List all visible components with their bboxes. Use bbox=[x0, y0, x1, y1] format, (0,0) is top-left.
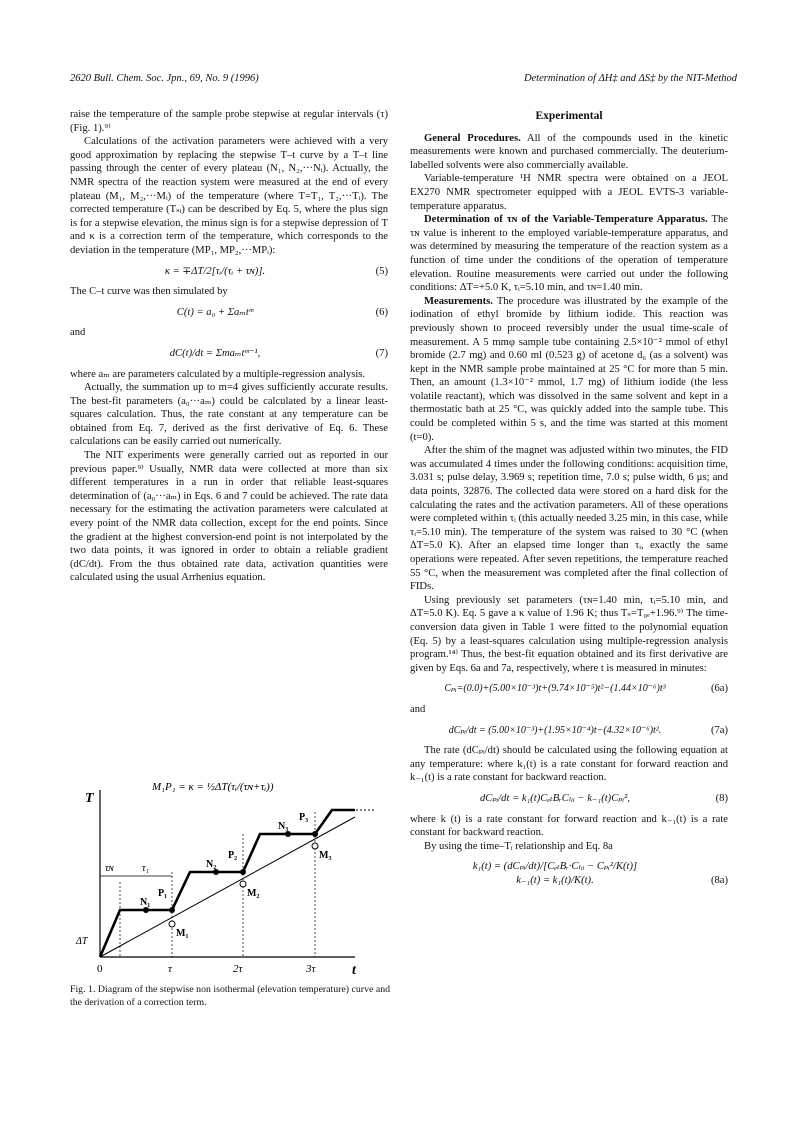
label-N2: N₂ bbox=[206, 859, 217, 870]
label-N3: N₃ bbox=[278, 821, 289, 832]
point-P3 bbox=[312, 831, 318, 837]
point-P2 bbox=[240, 869, 246, 875]
paragraph: where aₘ are parameters calculated by a multiple-regression analysis. bbox=[70, 368, 366, 380]
right-column bbox=[410, 108, 728, 894]
equation-8: dCₚᵢ/dt = k₁(t)CₑₜBᵣCₗᵢᵢ − k₋₁(t)Cₚᵢ², (8) bbox=[479, 792, 728, 804]
paragraph: By using the time–Tᵢ relationship and Eq. 8a bbox=[424, 840, 613, 852]
paragraph: General Procedures. All of the compounds used in the kinetic measurements were known and purchased commercially. The deuterium-labelled solvents were also commercially available. bbox=[410, 132, 728, 171]
paragraph: Actually, the summation up to m=4 gives sufficiently accurate results. The best-fit parameters (a₀···aₘ) could be calculated by a linear least-squares calculation. Thus, the rate constant at any temperature can be obtained from Eq. 7, derived as the first derivative of Eq. 6. These calculations can be easily carried out numerically. bbox=[70, 382, 388, 448]
tick-0: 0 bbox=[97, 963, 103, 975]
equation-7a: dCₚᵢ/dt = (5.00×10⁻³)+(1.95×10⁻⁴)t−(4.32×10⁻⁶)t². (7a) bbox=[448, 724, 728, 736]
paragraph: Variable-temperature ¹H NMR spectra were obtained on a JEOL EX270 NMR spectrometer equipped with a JEOL EVTS-3 variable-temperature apparatus. bbox=[410, 173, 728, 212]
paragraph: raise the temperature of the sample probe stepwise at regular intervals (τ) (Fig. 1).⁹⁾ bbox=[70, 109, 388, 134]
paragraph: After the shim of the magnet was adjusted within two minutes, the FID was accumulated 4 times under the following conditions: acquisition time, 3.031 s; pulse delay, 3.969 s; repetition time, 7.0 s; pulse width, 6 μs; and data points, 32876. The collected data were stored on a hard disk for the calculating the rates and the activation parameters. All of these operations were completed within τᵢ (this actually needed 3.25 min, in this case, while τᵢ=5.10 min). The temperature of the system was raised to 30 °C (when ΔT=5.0 K). After an elapsed time longer than τᵢ, exactly the same operations were repeated. After seven repetitions, the temperature reached 55 °C, when the measurement was completed after the final collection of FIDs. bbox=[410, 445, 728, 593]
label-M3: M₃ bbox=[319, 850, 332, 861]
figure-1 bbox=[70, 762, 390, 982]
tick-2tau: 2τ bbox=[233, 963, 243, 975]
tick-tau: τ bbox=[168, 963, 172, 975]
equation-8a-line2: k₋₁(t) = k₁(t)/K(t). (8a) bbox=[516, 874, 728, 886]
paragraph: and bbox=[70, 327, 86, 339]
tauN-label: τɴ bbox=[105, 863, 114, 874]
delta-T-label: ΔT bbox=[76, 936, 88, 947]
point-M1 bbox=[169, 921, 175, 927]
paragraph: Determination of τɴ of the Variable-Temperature Apparatus. The τɴ value is inherent to the employed variable-temperature apparatus, and was determined by measuring the temperature of the reaction system as a function of time under the conditions of the operation of temperature elevation. Routine measurements were carried out under the following conditions: ΔT=+5.0 K, τᵢ=5.10 min, and τɴ=1.40 min. bbox=[410, 214, 728, 294]
label-M1: M₁ bbox=[176, 928, 189, 939]
paragraph: Measurements. The procedure was illustrated by the example of the iodination of ethyl bromide by lithium iodide. This reaction was previously shown to proceed reversibly under the usual time-scale of measurement. A 5 mmφ sample tube containing 2.5×10⁻² mmol of ethyl bromide (2.7 mg) and 0.60 ml (0.523 g) of acetone d₆ (as a solvent) was kept in the NMR sample probe maintained at 25 °C for more than 5 min. Then, an amount (1.3×10⁻² mmol, 1.7 mg) of lithium iodide (the less volatile reactant), which was dissolved in the same solvent and kept in a thermostatic bath at 25 °C, was quickly added into the sample tube. This could be completed within 5 s, and the time was started at this moment (t=0). bbox=[410, 295, 728, 443]
equation-7: dC(t)/dt = Σmaₘtᵐ⁻¹, (7) bbox=[169, 347, 388, 359]
label-M2: M₂ bbox=[247, 888, 260, 899]
paragraph: The NIT experiments were generally carried out as reported in our previous paper.⁹⁾ Usually, NMR data were collected at more than six different temperatures in a run in order that reliable least-squares determination of (a₀···aₘ) in Eqs. 6 and 7 could be achieved. The rate data necessary for the estimating the activation parameters were calculated at every point of the NMR data collection, except for the end points. Since the gradient at the highest conversion-end point is not interpolated by the two data points, it was ignored in order to obtain a reliable gradient (dC/dt). From the thus obtained rate data, activation quantities were calculated using the usual Arrhenius equation. bbox=[70, 450, 388, 584]
point-M3 bbox=[312, 843, 318, 849]
point-P1 bbox=[169, 907, 175, 913]
correction-equation: M₁P₁ = κ = ½ΔT(τᵢ/(τɴ+τᵢ)) bbox=[152, 781, 274, 793]
y-axis-label: T bbox=[85, 791, 94, 806]
paragraph: Using previously set parameters (τɴ=1.40 min, τᵢ=5.10 min, and ΔT=5.0 K). Eq. 5 gave a κ value of 1.96 K; thus Tₛ=T₀ₑ+1.96.⁹⁾ The time-conversion data given in Table 1 were fitted to the polynomial equation (Eq. 5) by a least-squares calculation using multiple-regression analysis program.¹⁴⁾ Thus, the best-fit equation obtained and its first derivative are given by Eqs. 6a and 7a, respectively, where t is measured in minutes: bbox=[410, 594, 728, 674]
figure-caption: Fig. 1. Diagram of the stepwise non isothermal (elevation temperature) curve and the derivation of a correction term. bbox=[70, 984, 390, 1008]
running-header-right: Determination of ΔH‡ and ΔS‡ by the NIT-Method bbox=[523, 73, 737, 84]
section-heading: Experimental bbox=[535, 110, 603, 122]
tau1-label: τ₁ bbox=[142, 863, 150, 874]
x-axis-label: t bbox=[352, 963, 356, 977]
running-header-left: 2620 Bull. Chem. Soc. Jpn., 69, No. 9 (1996) bbox=[70, 73, 259, 84]
equation-8a-line1: k₁(t) = (dCₚᵢ/dt)/[CₑₜBᵣ·Cₗᵢᵢ − Cₚᵢ²/K(t)] bbox=[472, 861, 638, 873]
paragraph: The C–t curve was then simulated by bbox=[70, 286, 228, 298]
paragraph: The rate (dCₚᵢ/dt) should be calculated using the following equation at any temperature: where k₁(t) is a rate constant for forward reaction and k₋₁(t) is a rate constant for backward reaction. bbox=[410, 745, 728, 784]
label-P1: P₁ bbox=[158, 888, 168, 899]
centre-line bbox=[100, 817, 355, 957]
paragraph: Calculations of the activation parameters were achieved with a very good approximation by replacing the stepwise T–t curve by a T–t line passing through the center of every plateau (N₁, N₂,···Nᵢ). Actually, the NMR spectra of the reaction system were measured at the end of every plateau (M₁, M₂,···Mᵢ) of the temperature (where T=T₁, T₂,···Tᵢ). The corrected temperature (Tₛᵢ) can be described by Eq. 5, where the plus sign is for a stepwise elevation, the minus sign is for a stepwise depression of T and κ is a correction term of the temperature, which corresponds to the deviation in the temperature (MP₁, MP₂,···MPᵢ): bbox=[70, 136, 388, 256]
paragraph: where k (t) is a rate constant for forward reaction and k₋₁(t) is a rate constant for backward reaction. bbox=[410, 813, 728, 839]
tick-3tau: 3τ bbox=[306, 963, 316, 975]
stepwise-diagram bbox=[70, 762, 390, 977]
label-P2: P₂ bbox=[228, 850, 238, 861]
equation-6: C(t) = a₀ + Σaₘtᵐ (6) bbox=[176, 306, 388, 318]
equation-5: κ = ∓ΔT/2[τᵢ/(τᵢ + τɴ)]. (5) bbox=[164, 265, 388, 277]
point-M2 bbox=[240, 881, 246, 887]
left-column bbox=[70, 108, 388, 585]
label-P3: P₃ bbox=[299, 812, 309, 823]
label-N1: N₁ bbox=[140, 897, 151, 908]
paragraph: and bbox=[410, 703, 426, 715]
equation-6a: Cₚᵢ=(0.0)+(5.00×10⁻³)t+(9.74×10⁻⁵)t²−(1.44×10⁻⁶)t³ (6a) bbox=[444, 683, 728, 695]
